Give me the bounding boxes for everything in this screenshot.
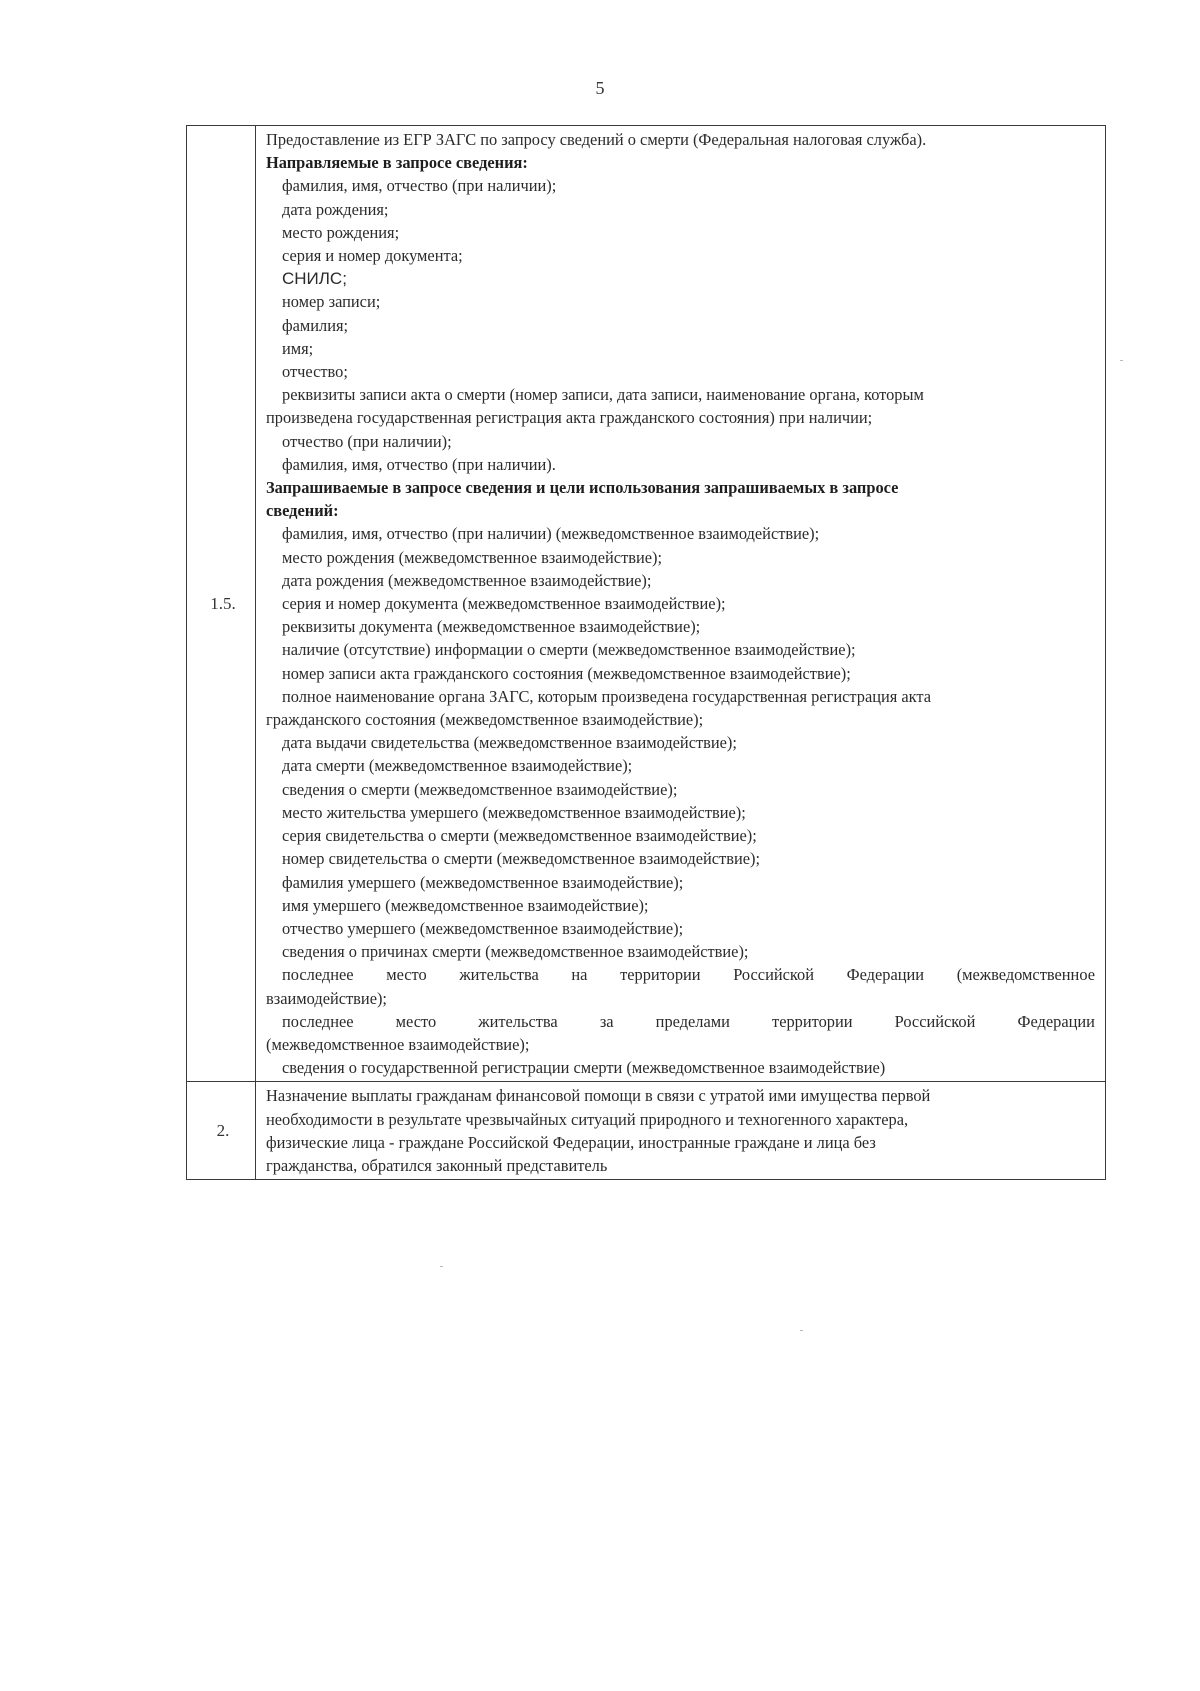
text-line: произведена государственная регистрация акта гражданского состояния) при наличии; bbox=[266, 408, 873, 428]
text-line: дата рождения (межведомственное взаимодействие); bbox=[282, 570, 652, 590]
text-line: отчество; bbox=[282, 362, 348, 382]
text-line: дата смерти (межведомственное взаимодействие); bbox=[282, 756, 633, 776]
page-number: 5 bbox=[595, 78, 605, 98]
text-line: сведения о государственной регистрации смерти (межведомственное взаимодействие) bbox=[282, 1058, 886, 1078]
word: Российской bbox=[894, 1011, 976, 1031]
table-row bbox=[187, 126, 1106, 1082]
scan-speck bbox=[800, 1330, 803, 1331]
text-line: фамилия, имя, отчество (при наличии). bbox=[282, 454, 556, 474]
text-line-justified bbox=[266, 1010, 1095, 1033]
text-line: место рождения (межведомственное взаимодействие); bbox=[282, 547, 663, 567]
text-line: отчество умершего (межведомственное взаимодействие); bbox=[282, 918, 684, 938]
word: Федерации bbox=[846, 965, 925, 985]
text-line: дата выдачи свидетельства (межведомственное взаимодействие); bbox=[282, 733, 737, 753]
services-table bbox=[186, 125, 1106, 1180]
table-row bbox=[187, 1082, 1106, 1180]
word: территории bbox=[772, 1011, 853, 1031]
section-heading: сведений: bbox=[266, 501, 339, 521]
word: Федерации bbox=[1017, 1011, 1095, 1031]
row-text-cell bbox=[256, 1082, 1106, 1180]
row-text-cell bbox=[256, 126, 1106, 1082]
section-heading: Запрашиваемые в запросе сведения и цели использования запрашиваемых в запросе bbox=[266, 478, 899, 498]
text-line: номер свидетельства о смерти (межведомственное взаимодействие); bbox=[282, 849, 761, 869]
text-line: физические лица - граждане Российской Федерации, иностранные граждане и лица без bbox=[266, 1132, 876, 1152]
word: (межведомственное bbox=[956, 965, 1095, 985]
word: место bbox=[386, 965, 427, 985]
word: последнее bbox=[282, 1011, 354, 1031]
text-line: имя; bbox=[282, 338, 314, 358]
text-line: взаимодействие); bbox=[266, 988, 387, 1008]
text-line: сведения о причинах смерти (межведомственное взаимодействие); bbox=[282, 942, 749, 962]
text-line: наличие (отсутствие) информации о смерти (межведомственное взаимодействие); bbox=[282, 640, 856, 660]
text-line: сведения о смерти (межведомственное взаимодействие); bbox=[282, 779, 678, 799]
text-line: дата рождения; bbox=[282, 199, 389, 219]
text-line: гражданства, обратился законный представитель bbox=[266, 1155, 608, 1175]
text-line: серия и номер документа (межведомственное взаимодействие); bbox=[282, 594, 726, 614]
text-line: имя умершего (межведомственное взаимодействие); bbox=[282, 895, 649, 915]
word: на bbox=[571, 965, 588, 985]
text-line: место рождения; bbox=[282, 222, 400, 242]
text-line: номер записи; bbox=[282, 292, 381, 312]
text-line: Предоставление из ЕГР ЗАГС по запросу сведений о смерти (Федеральная налоговая служба). bbox=[266, 130, 927, 149]
word: пределами bbox=[655, 1011, 730, 1031]
text-line: серия и номер документа; bbox=[282, 246, 463, 266]
word: Российской bbox=[733, 965, 814, 985]
text-line: СНИЛС; bbox=[282, 269, 347, 289]
text-line: реквизиты документа (межведомственное взаимодействие); bbox=[282, 617, 701, 637]
text-line: (межведомственное взаимодействие); bbox=[266, 1034, 530, 1054]
text-line-justified bbox=[266, 963, 1095, 986]
text-line: гражданского состояния (межведомственное взаимодействие); bbox=[266, 710, 704, 730]
text-line: реквизиты записи акта о смерти (номер записи, дата записи, наименование органа, которым bbox=[282, 385, 924, 405]
text-line: фамилия умершего (межведомственное взаимодействие); bbox=[282, 872, 684, 892]
text-line: фамилия, имя, отчество (при наличии) (межведомственное взаимодействие); bbox=[282, 524, 820, 544]
word: жительства bbox=[459, 965, 539, 985]
text-line: место жительства умершего (межведомственное взаимодействие); bbox=[282, 802, 746, 822]
row-number: 2. bbox=[216, 1120, 230, 1140]
text-line: отчество (при наличии); bbox=[282, 431, 452, 451]
word: за bbox=[599, 1011, 614, 1031]
text-line: фамилия; bbox=[282, 315, 349, 335]
word: последнее bbox=[282, 965, 354, 985]
text-line: полное наименование органа ЗАГС, которым произведена государственная регистрация акта bbox=[282, 686, 932, 706]
row-number: 1.5. bbox=[210, 593, 236, 613]
word: территории bbox=[620, 965, 701, 985]
text-line: Назначение выплаты гражданам финансовой помощи в связи с утратой ими имущества первой bbox=[266, 1086, 931, 1106]
row-number-cell bbox=[187, 126, 256, 1082]
word: жительства bbox=[478, 1011, 558, 1031]
word: место bbox=[395, 1011, 437, 1031]
text-line: серия свидетельства о смерти (межведомственное взаимодействие); bbox=[282, 826, 757, 846]
text-line: фамилия, имя, отчество (при наличии); bbox=[282, 176, 557, 196]
table-body bbox=[187, 126, 1106, 1180]
section-heading: Направляемые в запросе сведения: bbox=[266, 153, 528, 173]
text-line: необходимости в результате чрезвычайных ситуаций природного и техногенного характера, bbox=[266, 1109, 909, 1129]
scan-speck bbox=[440, 1266, 443, 1267]
scan-speck bbox=[1120, 360, 1123, 361]
text-line: номер записи акта гражданского состояния (межведомственное взаимодействие); bbox=[282, 663, 851, 683]
row-number-cell bbox=[187, 1082, 256, 1180]
